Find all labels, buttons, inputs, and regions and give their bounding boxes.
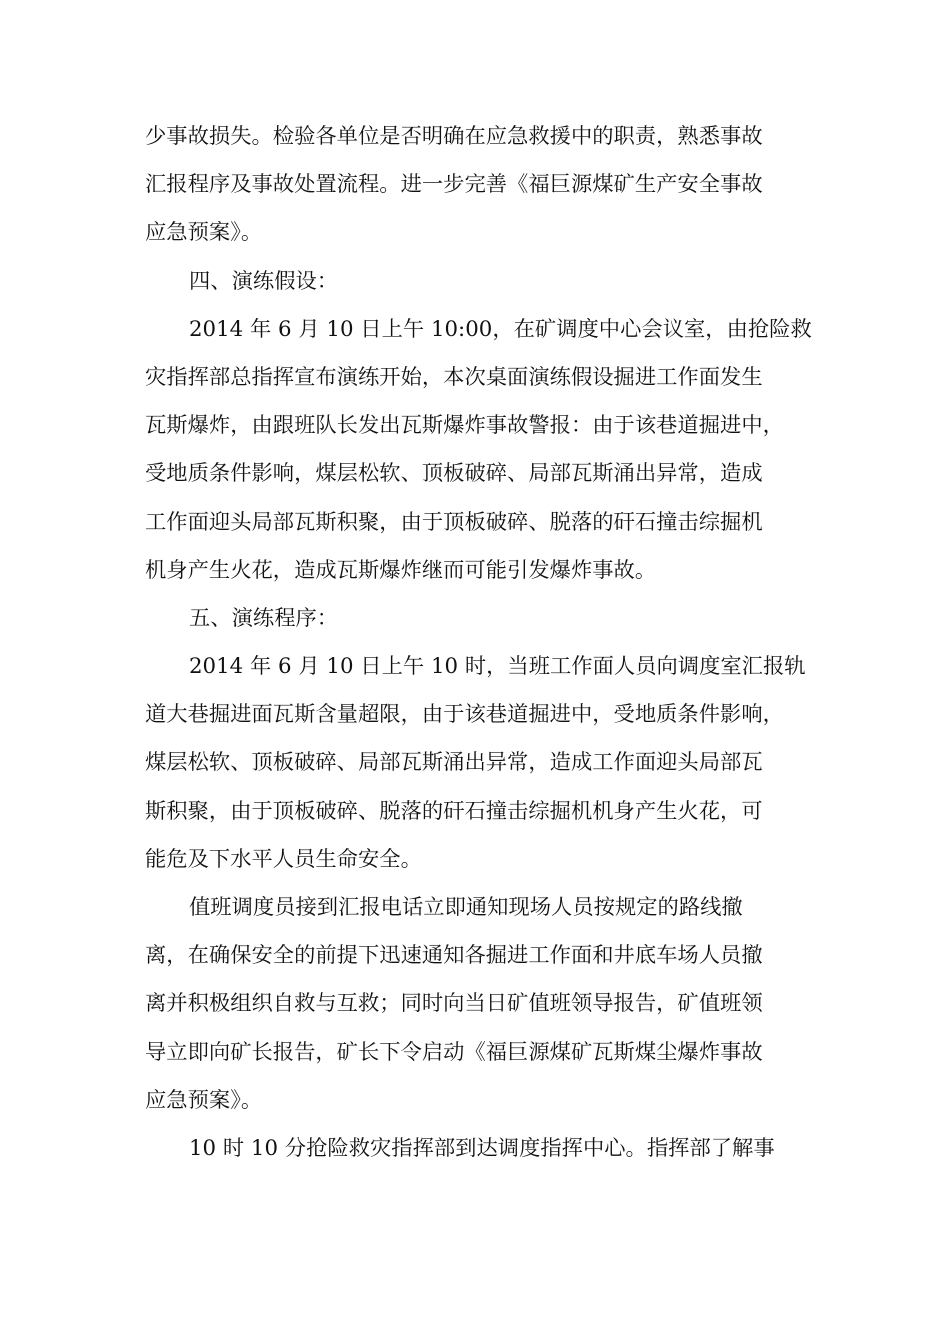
text-line: 2014 年 6 月 10 日上午 10 时，当班工作面人员向调度室汇报轨 [189,654,806,680]
text-line: 灾指挥部总指挥宣布演练开始，本次桌面演练假设掘进工作面发生 [145,364,763,390]
section-heading-procedure: 五、演练程序： [189,605,339,631]
text-line: 2014 年 6 月 10 日上午 10:00，在矿调度中心会议室，由抢险救 [189,316,812,342]
text-line: 道大巷掘进面瓦斯含量超限，由于该巷道掘进中，受地质条件影响， [145,702,784,728]
text-line: 工作面迎头局部瓦斯积聚，由于顶板破碎、脱落的矸石撞击综掘机 [145,509,763,535]
section-heading-hypothesis: 四、演练假设： [189,268,339,294]
text-line: 值班调度员接到汇报电话立即通知现场人员按规定的路线撤 [189,895,743,920]
text-line: 离并积极组织自救与互救；同时向当日矿值班领导报告，矿值班领 [145,991,763,1017]
text-line: 少事故损失。检验各单位是否明确在应急救援中的职责，熟悉事故 [145,124,763,149]
text-line: 10 时 10 分抢险救灾指挥部到达调度指挥中心。指挥部了解事 [189,1135,775,1161]
text-line: 离，在确保安全的前提下迅速通知各掘进工作面和井底车场人员撤 [145,943,763,969]
text-line: 导立即向矿长报告，矿长下令启动《福巨源煤矿瓦斯煤尘爆炸事故 [145,1039,763,1065]
text-line: 斯积聚，由于顶板破碎、脱落的矸石撞击综掘机机身产生火花，可 [145,798,763,824]
text-line: 机身产生火花，造成瓦斯爆炸继而可能引发爆炸事故。 [145,557,657,583]
text-line: 瓦斯爆炸，由跟班队长发出瓦斯爆炸事故警报：由于该巷道掘进中， [145,413,784,439]
text-line: 应急预案》。 [145,220,263,246]
text-line: 煤层松软、顶板破碎、局部瓦斯涌出异常，造成工作面迎头局部瓦 [145,750,763,776]
text-line: 应急预案》。 [145,1087,263,1113]
text-line: 汇报程序及事故处置流程。进一步完善《福巨源煤矿生产安全事故 [145,172,763,198]
body-text [145,113,810,1173]
text-line: 受地质条件影响，煤层松软、顶板破碎、局部瓦斯涌出异常，造成 [145,461,763,487]
text-line: 能危及下水平人员生命安全。 [145,846,422,872]
